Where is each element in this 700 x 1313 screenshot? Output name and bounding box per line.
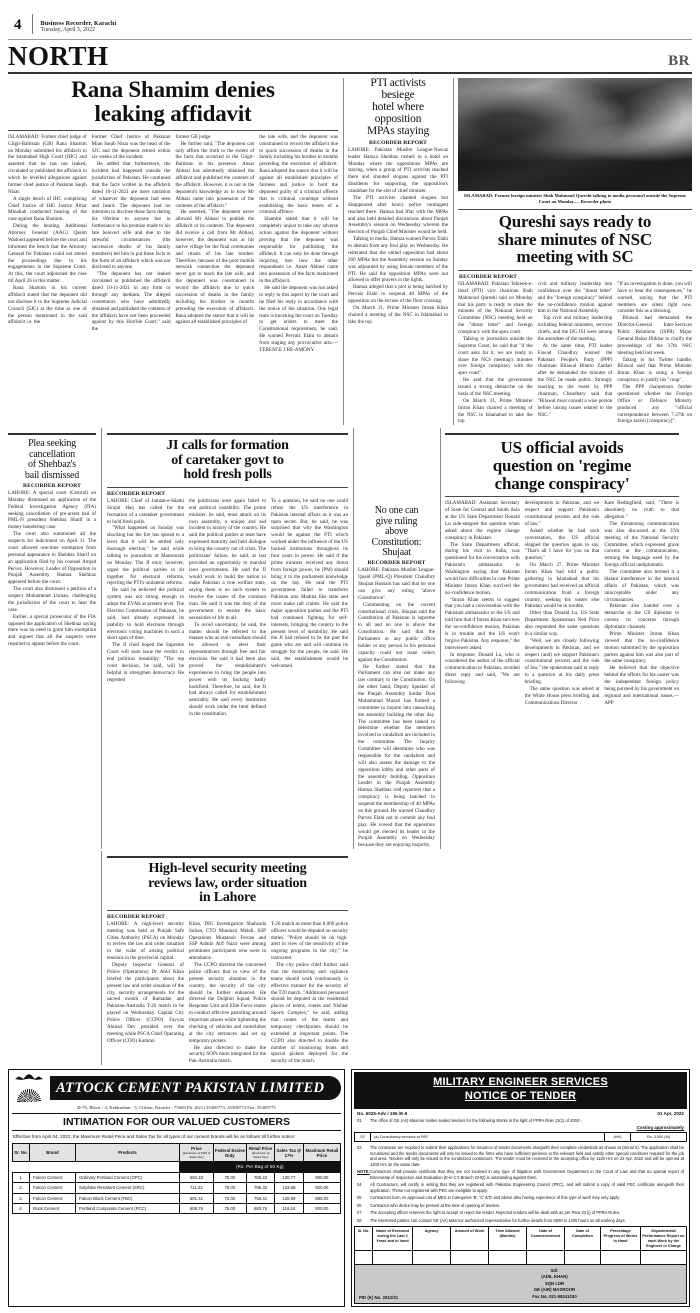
plea-headline-1: cancellation xyxy=(29,448,75,460)
noone-headline-1: give ruling xyxy=(375,515,418,527)
us-rule-bot xyxy=(445,496,679,497)
qureshi-byline: RECORDER REPORT xyxy=(459,273,518,280)
mes-cell-empty xyxy=(373,1250,413,1264)
mes-note-text: Contractors shall provide certificate that they are not involved in any type of litigation with Government Department in the Court of Law and that no special report of Directorate of Inspection and Evaluation (E-in-C's Branch GHQ) is outstanding against them. xyxy=(370,1169,684,1180)
cell-price: 694.23 xyxy=(180,1172,214,1182)
lead-col-1: ISLAMABAD: Former chief judge of Gilgit-Baltistan (GB) Rana Shamim on Monday submitted his affidavit to the Islamabad High Court (IHC) and asserted that he has not leaked, circulated or published the affidavit in which he levelled allegations against former chief justice of Pakistan Saqib Nisar. A single bench of IHC comprising Chief Justice of IHC Justice Athar Minallah conducted hearing of the case against Rana Shamim. During the hearing, Additional Attorney General (AAG) Qasim Wadood appeared before the court and informed the bench that the Attorney General for Pakistan could not attend the proceedings due to his engagements in the Supreme Court. At this, the court adjourned the case till April 26 in this matter. Rana Shamim in his current affidavit stated that the deponent did not disclose it to the Supreme Judicial Council (SJC) at the time as one of the person mentioned in the said affidavit i.e. the xyxy=(8,133,87,326)
mes-item-no: 06 xyxy=(357,1202,362,1208)
cell-brand: Falcon Cement xyxy=(30,1183,76,1193)
cell-product: Falcon Block Cement (FBC) xyxy=(76,1193,180,1203)
cell-sr: 3. xyxy=(13,1193,30,1203)
attock-cement-ad xyxy=(8,1069,345,1307)
mes-th-name: Name of Executed during the Last 2 Years and in hand xyxy=(373,1227,413,1251)
cell-tax: 133.68 xyxy=(275,1183,304,1193)
cell-mrp: 800.00 xyxy=(303,1203,340,1213)
noone-byline: RECORDER REPORT xyxy=(367,560,426,567)
advertisements xyxy=(0,1065,700,1313)
us-headline-2: change conspiracy' xyxy=(494,473,630,493)
ji-story xyxy=(101,428,348,849)
mes-signatory xyxy=(427,1268,682,1300)
mes-tender-number: No. 6025-Adv / 156 /E-6 xyxy=(357,1110,408,1116)
mes-sign-4: Fax No. 021-99241030 xyxy=(532,1293,577,1299)
masthead-text xyxy=(41,20,117,34)
mes-item-note xyxy=(354,1168,687,1181)
col-price: Price (Exclusive of FED & Sales Tax) xyxy=(180,1144,214,1162)
mes-credentials-table xyxy=(354,1226,687,1265)
security-headline-0: High-level security meeting xyxy=(148,861,307,877)
table-header-row xyxy=(355,1227,687,1251)
cell-fed: 75.00 xyxy=(213,1193,246,1203)
top-section xyxy=(0,78,700,425)
price-header-row xyxy=(13,1144,341,1162)
noone-headline-3: Constitution: xyxy=(371,536,422,548)
mes-item-text: All Contractors, will certify in writing that they are registered with Pakistan Engineering Council (PEC), and will submit a copy of valid PEC certificate alongwith their application. Those not registered with PEC are ineligible to apply. xyxy=(370,1182,684,1193)
mes-signature-block xyxy=(354,1265,687,1304)
cell-tax: 130.77 xyxy=(275,1172,304,1182)
mes-sign-2: SQN LDR xyxy=(544,1280,565,1286)
attock-company-name: ATTOCK CEMENT PAKISTAN LIMITED xyxy=(56,1079,325,1096)
mes-work-table xyxy=(354,1132,687,1142)
col-retail: Retail Price (Exclusive of Sales Tax) xyxy=(247,1144,275,1162)
col-mrp: Maximum Retail Price xyxy=(303,1144,340,1162)
pti-headline-2: hotel where xyxy=(372,100,424,113)
table-row xyxy=(355,1250,687,1264)
ji-byline: RECORDER REPORT xyxy=(107,490,166,497)
middle-section xyxy=(0,428,700,849)
lead-headline-line1: Rana Shamim denies xyxy=(71,77,275,102)
mes-title-block xyxy=(354,1072,687,1109)
mes-th-report: Departmental Performance Report on each Work by the Engineer in Charge xyxy=(641,1227,687,1251)
mes-cell-empty xyxy=(641,1250,687,1264)
us-columns xyxy=(445,500,679,706)
cell-retail: 786.32 xyxy=(247,1183,275,1193)
security-col-3: T-20 match as more than 8,000 police officers would be deputed on security duties. "Police should be on high-alert in view of the sensitivity of the ongoing programs in the city," he instructed. The city police chief further said that the monitoring and vigilance teams should work continuously in effective manner for the security of the T20 match. "Additional personnel should be deputed at the residential places of teams, routes and Nishtar Sports Complex," he said, adding that routes of the teams and temporary checkpoints should be extended at important points. The CCPO also directed to double the number of monitoring boats and special pickets deployed for the security of the match. xyxy=(271,920,348,1065)
mes-item-no: 01 xyxy=(357,1117,362,1123)
cell-product: Ordinary Portland Cement (OPC) xyxy=(76,1172,180,1182)
masthead xyxy=(0,0,700,36)
section-title: NORTH xyxy=(8,41,109,71)
noone-headline-4: Shujaat xyxy=(382,546,411,558)
noone-spacer xyxy=(358,428,435,506)
mes-item-no: 07 xyxy=(357,1210,362,1216)
fan-icon xyxy=(17,1089,41,1102)
attock-logo-icon xyxy=(12,1073,46,1103)
qureshi-photo-caption: ISLAMABAD: Former foreign minister Shah Mahmood Qureshi talking to media personnel outside the Supreme Court on Monday.— Recorder photo xyxy=(464,193,686,204)
mes-cell-empty xyxy=(565,1250,601,1264)
qureshi-rule-top xyxy=(458,209,692,210)
noone-headline-2: above xyxy=(385,526,408,538)
mes-title-line2: NOTICE OF TENDER xyxy=(464,1089,577,1102)
pti-headline-0: PTI activists xyxy=(370,77,426,89)
cell-sr: 4. xyxy=(13,1203,30,1213)
mes-th-completion: Date of Completion xyxy=(565,1227,601,1251)
security-rule-bot xyxy=(107,910,348,911)
cell-mrp: 900.00 xyxy=(303,1172,340,1182)
mes-sign-0: Sd/- xyxy=(550,1267,559,1273)
price-band-row xyxy=(13,1162,341,1172)
mes-th-agency: Agency xyxy=(413,1227,451,1251)
cell-fed: 75.00 xyxy=(213,1183,246,1193)
cell-mrp: 920.00 xyxy=(303,1183,340,1193)
mes-item-text: The accepting officer reserves the right to accept or reject the tender. Rejected tenders will be dealt with as per Para 33 (i) of PPRA Rules. xyxy=(370,1210,620,1216)
qureshi-photo xyxy=(458,78,692,191)
cell-brand: Rock Cement xyxy=(30,1203,76,1213)
mes-th-amount: Amount of Work xyxy=(451,1227,489,1251)
mes-cell-empty xyxy=(601,1250,641,1264)
mes-cell-empty xyxy=(527,1250,565,1264)
ji-col-2: the politicians once again failed to end political instability. The prime minister, he said, must attack on its own assembly, a unique and sad incident in history of the country. He said the political parties at least have expressed maturity and held dialogue to bring the country out of crisis. The politicians' failure, he said, at last provided an opportunity to marshal laws governments. He said the JI would work to build the nation to make Pakistan a true welfare state, saying there is no such system to resolve the issues of the common man. He said it was the duty of the government to ensure the basic necessities of life to all. To avoid uncertainty, he said, the matter should be referred to the masses who as real custodians should be allowed to elect their representatives through free and fair elections. He said it had been also proved the establishment's experiences to bring the people into power with its backing badly backfired. Therefore, he said, the JI had always called for establishment neutrality. He said every institution should work under the limit defined in the constitution. xyxy=(189,497,266,718)
eagle-icon xyxy=(15,1074,43,1085)
mes-item-06 xyxy=(354,1202,687,1210)
price-table-body xyxy=(13,1172,341,1213)
attock-address: D-70, Block - 4, Kehkashan - 5, Clifton, Karachi - 75600 Ph: (021) 35309773, 35309774 Fax: 35309775 xyxy=(77,1105,276,1111)
lead-rule xyxy=(8,130,338,131)
publication-name: Business Recorder, Karachi xyxy=(40,19,117,27)
mes-cell-empty xyxy=(355,1250,373,1264)
pti-byline: RECORDER REPORT xyxy=(368,139,428,146)
mes-item-text: Contractors born on approved List of MES in Categories 'B', 'C' &'D' and above also having experience of this type of work may only apply. xyxy=(370,1195,621,1201)
us-headline-1: question on 'regime xyxy=(492,456,632,475)
cell-fed: 75.00 xyxy=(213,1203,246,1213)
attock-intimation-title: INTIMATION FOR OUR VALUED CUSTOMERS xyxy=(12,1113,341,1131)
noone-story xyxy=(353,428,435,849)
cell-product: Portland Composite Cement (PCC) xyxy=(76,1203,180,1213)
mes-cell-empty xyxy=(489,1250,527,1264)
mes-costing-label: Costing approximately xyxy=(636,1125,684,1131)
ji-rule-top xyxy=(107,433,348,435)
lead-story xyxy=(8,78,338,425)
mes-item-03 xyxy=(354,1144,687,1168)
lead-col-4: the late wife, and the deponent was constrained to record the affidavit due to quick succession of deaths in the family including his brother in months preceding the execution of affidavit. Rana adopted the stance that it will be against all established principles of fairness and justice to hold the deponent guilty of a criminal offence that is criminal contempt without establishing the basic tenets of a criminal offence. Shamim stated that it will be completely unjust to take any adverse action against the deponent without proving that the deponent was responsible for publishing the affidavit. It can only be done through inquiring into how the other respondents i.e. Ansar Abbasi came into possession of the facts mentioned in the affidavit. He said the deponent was not asked to reply to this aspect by the court and he filed his reply in accordance with the notice of the situation. One legal team is knocking the court on Tuesday to get orders to meet the Constitutional requirement, he said. He warned Pervaiz Elahi to abstain from staging any provocative acts.—TERENCE J RE-AMONY xyxy=(259,133,338,353)
us-rule-top xyxy=(445,433,679,435)
qureshi-columns xyxy=(458,281,692,425)
mes-th-progress: Percentage Progress of Works in Hand xyxy=(601,1227,641,1251)
mes-work-desc: (a) Consultancy services at PAF xyxy=(371,1133,605,1142)
mes-item-07 xyxy=(354,1209,687,1217)
qureshi-rule-bot xyxy=(458,270,692,271)
table-row xyxy=(13,1193,341,1203)
page-number: 4 xyxy=(14,17,22,33)
pti-headline-1: besiege xyxy=(381,88,415,101)
security-headline-1: reviews law, order situation xyxy=(148,875,307,891)
table-row xyxy=(13,1183,341,1193)
cell-mrp: 885.00 xyxy=(303,1193,340,1203)
mes-note-label: NOTE: xyxy=(357,1169,370,1175)
br-logo: BR xyxy=(668,53,690,69)
table-row xyxy=(13,1172,341,1182)
cell-tax: 128.59 xyxy=(275,1193,304,1203)
mes-item-text: The office of GE (Air) Masroor invites sealed tenders for the following Works in the light of PPRA Rule 13(1) of 2004:- xyxy=(370,1117,582,1123)
mes-item-04 xyxy=(354,1181,687,1194)
mes-work-no: 02 xyxy=(355,1133,371,1142)
col-sr: Sr. No. xyxy=(13,1144,30,1162)
ji-headline-2: hold fresh polls xyxy=(183,467,272,483)
cell-price: 711.32 xyxy=(180,1183,214,1193)
noone-body: LAHORE: Pakistan Muslim League-Quaid (PML-Q) President Chaudhry Shujaat Hussain has said that no one can give any ruling "above Constitution". Commenting on the current constitutional crisis, Shujaat said the Constitution of Pakistan is supreme to all and no one is above the Constitution. He said that the Parliament or any public office holder or any person in his personal capacity could not issue orders against the Constitution. He further stated that the Parliament can also not make any law contrary to the Constitution. On the other hand, Deputy Speaker of the Punjab Assembly Sardar Dost Muhammad Mazari has formed a committee to inquire into ransacking the assembly building the other day. The committee has been tasked to determine whether the members involved in vandalism are included in the committee. The Inquiry Committee will determine who was responsible for the vandalism and will also assess the damage to the opposition lobby and other parts of the assembly building. Opposition Leader in the Punjab Assembly Hamza Shehbaz told reporters that a conspiracy is being hatched to suspend the membership of 40 MPAs on this ground. He warned Chaudhry Parvez Elahi not to commit any foul play. He vowed that the opposition would get elected its leader in the Punjab Assembly on Wednesday because they are enjoying majority. xyxy=(358,567,435,849)
security-story xyxy=(101,851,348,1065)
mes-cell-empty xyxy=(451,1250,489,1264)
attock-name-bar xyxy=(50,1076,341,1100)
mes-tender-date: 01 Apr, 2022 xyxy=(657,1110,684,1116)
us-headline-0: US official avoids xyxy=(500,438,624,458)
mes-item-no: 05 xyxy=(357,1195,362,1201)
us-col-1: ISLAMABAD: Assistant Secretary of State for Central and South Asia at the US State Department Donald Lu side-stepped the question when asked about the regime change conspiracy in Pakistan. The State Department official, during his visit to India, was questioned for his conversation with Pakistan's ambassador in Washington saying that Pakistan would face difficulties in case Prime Minister Imran Khan survived the no-confidence motion. "Imran Khan seems to suggest that you had a conversation with the Pakistani ambassador to the US and told him that if Imran Khan survives the no-confidence motion, Pakistan is in trouble and the US won't forgive Pakistan. Any response," the interviewer asked. In response, Donald Lu, who is considered the author of the official communication to Pakistan, avoided direct reply and said, "We are following xyxy=(445,500,520,686)
table-row xyxy=(13,1203,341,1213)
cell-price: 608.76 xyxy=(180,1203,214,1213)
cell-price: 681.41 xyxy=(180,1193,214,1203)
cell-product: Sulphate Resistant Cement (SRC) xyxy=(76,1183,180,1193)
qureshi-headline-2: meeting with SC xyxy=(516,247,634,267)
security-byline: RECORDER REPORT xyxy=(107,913,166,920)
cell-brand: Falcon Cement xyxy=(30,1193,76,1203)
security-section xyxy=(0,851,700,1065)
security-columns xyxy=(107,921,348,1065)
plea-story xyxy=(8,428,96,849)
mes-th-time: Time Allowed (Months) xyxy=(489,1227,527,1251)
cell-retail: 769.23 xyxy=(247,1172,275,1182)
ji-columns xyxy=(107,498,348,718)
qureshi-headline-1: share minutes of NSC xyxy=(498,229,652,249)
security-col-1: LAHORE: A high-level security meeting was held at Punjab Safe Cities Authority (PSCA) on Monday to review the law and order situation in the wake of arising political tensions in the provincial capital. Deputy Inspector General of Police (Operations) Dr Abid Khan briefed the participants about the present law and order situation of the city, security arrangements for the sacred month of Ramadan and Pakistan-Australia T-20 match to be played on Wednesday. Capital City Police Officer (CCPO) Fayyaz Ahmad Dev presided over the meeting while PSCA Chief Operating Officer (COO) Kamran xyxy=(107,920,184,1044)
masthead-divider xyxy=(32,14,33,34)
cell-retail: 683.76 xyxy=(247,1203,275,1213)
ji-rule-bot xyxy=(107,487,348,488)
plea-body: LAHORE: A special court (Central) on Monday dismissed an application of the Federal Investigation Agency (FIA) seeking cancellation of pre-arrest bail of PML-N president Shehbaz Sharif in a money laundering case. The court also summoned all the suspects for indictment on April 11. The court allowed one-time exemption from personal appearance to Shehbaz Sharif on an application filed by his counsel Amjad Pervez. However, Leader of Opposition in Punjab Assembly Hamza Shehbaz appeared before the court. The court also dismissed a petition of a suspect Muhammad Usman, challenging the jurisdiction of the court to hear the case. Earlier, a special prosecutor of the FIA opposed the application of Shehbaz saying there was no need to grant him exemption and argued that all the suspects were required to appear before the court. xyxy=(8,489,96,648)
plea-headline-2: of Shehbaz's xyxy=(27,459,76,471)
lead-col-3: former GB judge. He further said, "The deponent can only affirm the truth to the extent of the facts that occurred in the Gilgit-Baltistan in his presence. Ansar Abbasi has admittedly obtained the affidavit and published the contents of the affidavit. However, it is not in the deponent's knowledge as to how Mr Abbasi came into possession of the contents of the affidavit." He asserted, "The deponent never allowed Mr Abbasi to publish the affidavit or its contents. The deponent did receive a call from Mr Abbasi, however, the deponent was at his native village for the final ceremonies and rituals of his late brother. Therefore, because of the poor mobile network connection the deponent never got to reach the late wife, and the deponent was constrained to record the affidavit due to quick succession of deaths in the family including his brother in months preceding the execution of affidavit. Rana adopted the stance that it will be against all established principles of xyxy=(175,133,255,326)
plea-headline-3: bail dismissed xyxy=(24,469,80,481)
mes-th-sl: Sl. No. xyxy=(355,1227,373,1251)
ji-headline-0: JI calls for formation xyxy=(166,438,289,454)
mes-item-no: 04 xyxy=(357,1182,362,1188)
mes-item-text: The contractor are required to submit their applications for issuance of tender documents alongwith their complete credentials as shown at (Serial 5). The application shall be scrutinized and the tender documents will only be issued to the firms who have sufficient perience in the relevant field and satisfy other special conditions required for the job and area. Tenders will only be issued to the scrutinized contractors. The tender must be received in the accepting office by 1130 Hrs on 22 Apr, 2022 and will be opened at 1200 Hrs on the same date. xyxy=(370,1145,684,1167)
publication-date: Tuesday, April 5, 2022 xyxy=(40,27,96,34)
ji-col-1: LAHORE: Chief of Jamaat-e-Islami Sirajul Haq has called for the formation of a caretaker government to hold fresh polls. "What happened on Sunday was shocking but the fire has spread to a level that it will be settled only thorough election," he said while talking to journalists at Mansoorah on Monday. The JI emir, however, urged the political parties to sit together for electoral reforms, rejecting the PTI's unilateral reforms. He said he believed the political system was not strong enough to adopt the EVMs at present level. The Election Commission of Pakistan, he said, had already expressed its inability to hold elections through electronic voting machines in such a short span of time. The JI chief hoped the Supreme Court will soon issue the verdict to end political instability. "The top court decision, he said, will be helpful to strengthen democracy. He regretted xyxy=(107,497,184,683)
mes-item-no: 03 xyxy=(357,1145,362,1151)
mes-work-hh: (HH) xyxy=(605,1133,631,1142)
cell-fed: 75.00 xyxy=(213,1172,246,1182)
cell-brand: Falcon Cement xyxy=(30,1172,76,1182)
mes-tender-meta xyxy=(354,1109,687,1117)
table-row xyxy=(355,1133,687,1142)
qureshi-col-1: ISLAMABAD: Pakistan Tehreek-e-Insaf (PTI) vice chairman Shah Mahmood Qureshi said on Monday that his party is ready to share the minutes of the National Security Committee (NSC) meeting held on the "threat letter" and foreign conspiracy with the apex court. Talking to journalists outside the Supreme Court, he said that "if the court asks for it, we are ready to share the NCS meeting's minutes over foreign conspiracy with the apex court". He said that the government issued a strong demarche on the basis of the NSC meeting. On March 31, Prime Minister Imran Khan chaired a meeting of the NSC in Islamabad to take the top xyxy=(458,280,533,425)
noone-headline-0: No one can xyxy=(374,505,419,517)
qureshi-block xyxy=(453,78,692,425)
cell-retail: 756.41 xyxy=(247,1193,275,1203)
lead-columns xyxy=(8,134,338,354)
cell-sr: 1. xyxy=(13,1172,30,1182)
us-col-3: Kate Bedingfield, said, "There is absolutely no truth to that allegation." The threatening communication was also discussed at the 37th meeting of the National Security Committee, which expressed grave concern at the communication, terming the language used by the foreign official undiplomatic. The committee also termed it a blatant interference in the internal affairs of Pakistan, which was unacceptable under any circumstances. Pakistan also handed over a demarche to the US diplomat to convey its concerns through diplomatic channels. Prime Minister Imran Khan viewed that the no-confidence motion submitted by the opposition parties against him was also part of the same conspiracy. He believed that the objective behind the efforts for his ouster was the independent foreign policy being pursued by his government on regional and international issues.—APP xyxy=(604,500,680,706)
col-products: Products xyxy=(76,1144,180,1162)
ji-headline-1: of caretaker govt to xyxy=(171,452,284,468)
ji-col-3: To a question, he said no one could refuse the US interference in Pakistan internal affairs as it was an open secret. But, he said, he was surprised that why the Washington would be against the PTI which worked under the influence of the US backed institutions throughout its four years in power. He said if the prime minister received any threat from foreign power, he (PM) should bring it to the parliament knowledge on the day. He said the PTI government failed to transform Pakistan into Madina like state and more make tall claims. He said the major opposition parties and the PTI had continued fighting for self-interests, bringing the country to the present level of instability. He said the JI had refused to be the part the game who are and will continue its struggle for the people, he said. He said, the establishment would be welcomed. xyxy=(271,497,348,669)
col-salestax: Sales Tax @ 17% xyxy=(275,1144,304,1162)
attock-header xyxy=(12,1073,341,1103)
mes-cell-empty xyxy=(413,1250,451,1264)
mes-tender-ad xyxy=(351,1069,690,1307)
mes-sign-1: (ADIL KHAN) xyxy=(541,1274,568,1280)
security-col-2: Khan, DIG Investigation Shahzada Sultan, CTO Muntazir Mehdi, SSP Operations Mustansir Feroze and SSP Admin Atif Nazir were among prominent participants who were in attendance. The CCPO directed the concerned police officers that in view of the present security situation in the country, the security of the city should be further enhanced. He directed the Dolphin Squad, Police Response Unit and Elite Force teams to conduct effective patrolling around important places while tightening the checking of vehicles and motorbikes at the city entrances and set up temporary pickets. He also directed to make the security SOPs more integrated for the Pak-Australia match. xyxy=(189,920,266,1065)
security-left-spacer xyxy=(8,851,96,1065)
qureshi-headline-0: Qureshi says ready to xyxy=(498,211,652,231)
mes-th-commence: Date of Commencement xyxy=(527,1227,565,1251)
cell-tax: 116.24 xyxy=(275,1203,304,1213)
us-story xyxy=(440,428,679,849)
pti-story xyxy=(343,78,448,425)
price-band-note: (Rs. Per Bag of 50 Kg) xyxy=(180,1162,341,1172)
section-rule xyxy=(8,72,692,74)
security-headline-2: in Lahore xyxy=(199,890,256,906)
mes-work-cost: Rs. 3,000 (M) xyxy=(631,1133,687,1142)
mes-item-08 xyxy=(354,1217,687,1225)
col-fed: Federal Excise Duty xyxy=(213,1144,246,1162)
pti-headline-3: opposition xyxy=(374,112,422,125)
qureshi-col-2: civil and military leadership into confidence over the "threat letter" and the "foreign conspiracy" behind the no-confidence motion against him in the National Assembly. Top civil and military leadership including federal ministers, services chiefs, and the DG ISI were among the attendees of the meeting. At the same time, PTI leader Fawad Chaudhry warned the Pakistan People's Party (PPP) chairman Bilawal Bhutto Zardari after he demanded the minutes of the NSC be made public. Strongly reacting to the tweet by PPP chairman, Chaudhary said that "Bilawal must consult a wise person before raising issues related to the NSC." xyxy=(537,280,613,418)
security-rule-top xyxy=(107,856,348,858)
cell-sr: 2. xyxy=(13,1183,30,1193)
mes-title-line1: MILITARY ENGINEER SERVICES xyxy=(433,1076,608,1089)
qureshi-col-3: "If an investigation is done, you will have to bear the consequences," he warned, saying that the PTI members are silent right now, consider this as a blessing. Bilawal had demanded the Director-General Inter-Services Public Relations (ISPR) Major General Babar Iftikhar to clarify the proceedings of the 37th NSC meeting held last week. Taking to his Twitter handle, Bilawal said that Prime Minister Imran Khan is using a foreign conspiracy to justify his "coup". The PPP chairperson further questioned whether the Foreign Office or Defence Ministry produced any "official correspondence between 7-27th on foreign sazish [conspiracy]". xyxy=(617,280,693,425)
security-right-spacer xyxy=(353,851,674,1065)
mes-item-text: Contractor who desire may be present at the time of opening of tenders. xyxy=(370,1202,501,1208)
mes-item-01 xyxy=(354,1117,687,1125)
mes-item-no: 08 xyxy=(357,1217,362,1223)
mes-item-05 xyxy=(354,1194,687,1202)
pti-headline-4: MPAs staying xyxy=(366,124,430,137)
mes-sign-3: GE (AIR) MASROOR xyxy=(533,1287,576,1293)
col-brand: Brand xyxy=(30,1144,76,1162)
mes-item-text: The interested parties can contact GE (Air) Masroor authorized representative for further details from 0800 to 1400 hours on all working days. xyxy=(370,1217,626,1223)
plea-byline: RECORDER REPORT xyxy=(22,482,82,489)
mes-pid: PID (K) No. 2912/21 xyxy=(359,1295,399,1301)
section-bar xyxy=(0,40,700,72)
attock-effective-note: Effective from April 04, 2022, the Maximum Retail Price and Sales Tax for all types of our cement brands will be as follows till further notice: xyxy=(13,1134,296,1140)
plea-rule xyxy=(8,433,96,435)
attock-price-table xyxy=(12,1143,341,1214)
pti-body: LAHORE: Pakistan Muslim League-Nawaz leader Hamza Shehbaz rushed to a hotel on Monday where the oppositions MPAs are staying, when a group of PTI activists reached there and shouted slogans against the PTI dissidents for supporting the opposition's candidate for the slot of chief minister. The PTI activists chanted slogans but disappeared after heavy police contingent reached there. Hamza had Iftar with the MPAs and also held detailed discussions about Punjab Assembly's session on Wednesday wherein the election of Punjab Chief Minister would be held. Talking to media, Hamza warned Parvez Elahi to abstain from any foul play on Wednesday. He reiterated that the united opposition had about 200 MPAs but the Assembly session on Sunday was adjourned by using female members of the PTI. He said the opposition MPAs were not allowed to offer prayers in the lights. Hamza alleged that a plot is being hatched by Pervaiz Elahi to suspend 40 MPAs of the opposition on the excuse of the floor crossing. On March 31, Prime Minister Imran Khan chaired a meeting of the NSC in Islamabad to take the top xyxy=(348,146,448,325)
us-col-2: developments in Pakistan, and we respect and support Pakistan's constitutional process and the rule of law." Asked whether he had such conversation, the US official skipped the question again to say, "That's all I have for you on that question." On March 27, Prime Minister Imran Khan had told a public gathering in Islamabad that his government had received an official communication from a foreign country, seeking his ouster else Pakistan would be in trouble. Other than Donald Lu, US State Department Spokesman Ned Price also responded the same questions in a similar way. "Well, we are closely following developments in Pakistan, and we respect (and) we support Pakistan's constitutional process and the rule of law," the spokesman said in reply to a question at his daily press briefing. The same question was asked at the White House press briefing, and Communications Director xyxy=(524,500,600,706)
plea-headline-0: Plea seeking xyxy=(28,438,76,450)
lead-col-2: Former Chief Justice of Pakistan Mian Saqib Nisar was the head of the SJC and the deponent retired within six weeks of the incident. He added that furthermore, the incident had happened outside the jurisdiction of Pakistan. He continued that the facts written in the affidavit dated 10-11-2021 are mere narration of whatever the deponent had seen and heard. The deponent had no intention to disclose these facts during his lifetime to anyone but in furtherance to his promise made to his late beloved wife and due to the stressful circumstances (the successive deaths of his family members) led him to put these facts in the form of an affidavit which was not disclosed to anyone. "The deponent has not leaked circulated or published the affidavit dated 10-11-2021 in any form or through any medium. The alleged contemnors who have admittedly obtained and published the contents of the affidavit have not been proceeded against by this Hon'ble Court," said the xyxy=(91,133,171,333)
lead-headline-line2: leaking affidavit xyxy=(94,100,252,126)
